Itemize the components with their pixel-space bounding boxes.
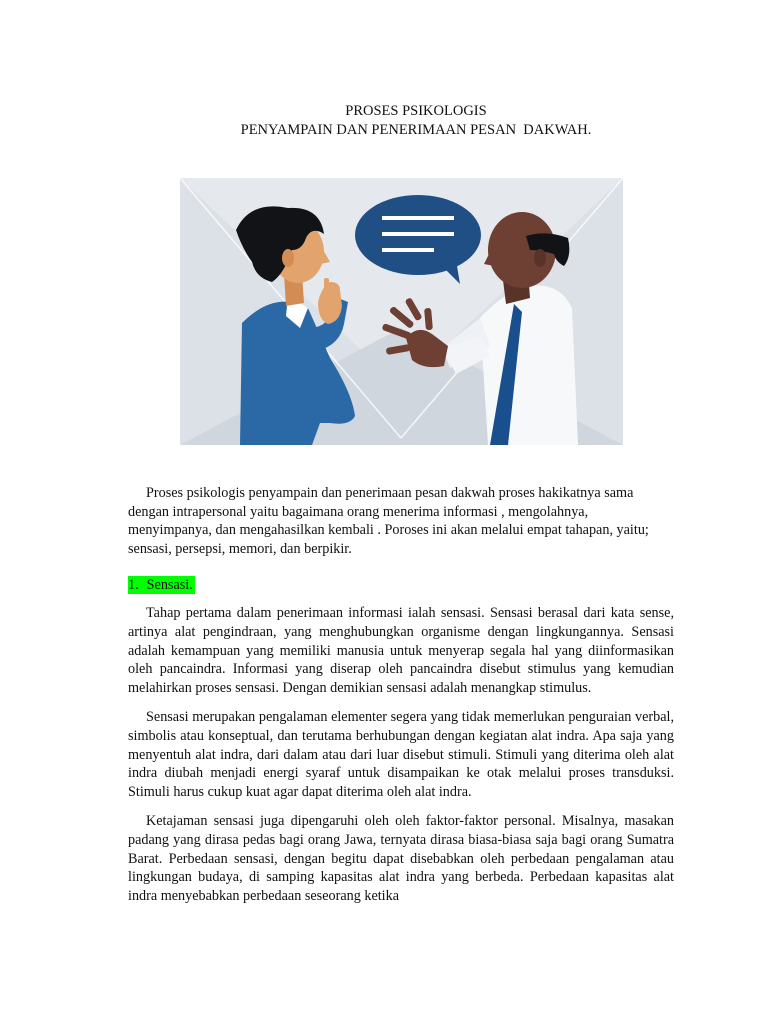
section-heading-sensasi	[128, 576, 195, 594]
document-title	[0, 102, 768, 140]
sensasi-paragraph-3: Ketajaman sensasi juga dipengaruhi oleh oleh faktor-faktor personal. Misalnya, masakan padang yang dirasa pedas bagi orang Jawa, ternyata dirasa biasa-biasa saja bagi orang Sumatra Barat. Perbedaan sensasi, dengan begitu dapat disebabkan oleh perbedaan pengalaman atau lingkungan budaya, di samping kapasitas alat indra yang berbeda. Perbedaan kapasitas alat indra menyebabkan perbedaan seseorang ketika	[128, 813, 674, 904]
title-line-2: PENYAMPAIN DAN PENERIMAAN PESAN DAKWAH.	[240, 122, 592, 138]
conversation-illustration	[180, 178, 623, 445]
document-body	[128, 484, 674, 916]
section-title: Sensasi.	[146, 577, 193, 594]
sensasi-paragraph-1: Tahap pertama dalam penerimaan informasi ialah sensasi. Sensasi berasal dari kata sense, artinya alat pengindraan, yang menghubungkan organisme dengan lingkungannya. Sensasi adalah kemampuan yang memiliki manusia untuk menyerap segala hal yang diinformasikan oleh pancaindra. Informasi yang diserap oleh pancaindra disebut stimulus yang kemudian melahirkan proses sensasi. Dengan demikian sensasi adalah menangkap stimulus.	[128, 605, 674, 696]
title-line-1: PROSES PSIKOLOGIS	[345, 103, 487, 119]
sensasi-paragraph-2: Sensasi merupakan pengalaman elementer segera yang tidak memerlukan penguraian verbal, simbolis atau konseptual, dan terutama berhubungan dengan kegiatan alat indra. Apa saja yang menyentuh alat indra, dari dalam atau dari luar disebut stimuli. Stimuli yang diterima oleh alat indra diubah menjadi energi syaraf untuk disampaikan ke otak melalui proses transduksi. Stimuli harus cukup kuat agar dapat diterima oleh alat indra.	[128, 709, 674, 800]
intro-paragraph: Proses psikologis penyampain dan penerimaan pesan dakwah proses hakikatnya sama dengan intrapersonal yaitu bagaimana orang menerima informasi , mengolahnya, menyimpanya, dan mengahasilkan kembali . Poroses ini akan melalui empat tahapan, yaitu; sensasi, persepsi, memori, dan berpikir.	[128, 485, 649, 557]
section-number: 1.	[128, 577, 139, 594]
